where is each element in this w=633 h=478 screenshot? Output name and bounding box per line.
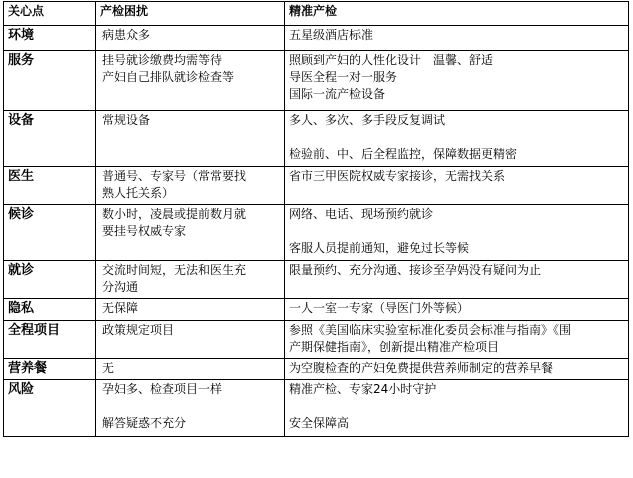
solution-cell	[285, 51, 629, 111]
table-row	[4, 380, 629, 437]
table-row	[4, 26, 629, 51]
cell-line: 普通号、专家号（常常要找	[102, 169, 247, 183]
comparison-table	[3, 1, 629, 437]
cell-line: 政策规定项目	[102, 323, 175, 337]
cell-line: 分沟通	[102, 280, 139, 294]
problem-cell	[96, 51, 285, 111]
row-key: 风险	[4, 380, 96, 437]
row-key: 全程项目	[4, 321, 96, 359]
cell-line: 挂号就诊缴费均需等待	[102, 53, 223, 67]
table-row	[4, 111, 629, 167]
problem-cell	[96, 299, 285, 321]
header-row	[4, 2, 629, 26]
cell-line: 孕妇多、检查项目一样	[102, 382, 223, 396]
cell-line: 数小时，凌晨或提前数月就	[102, 207, 247, 221]
cell-line: 为空腹检查的产妇免费提供营养师制定的营养早餐	[289, 361, 554, 375]
solution-cell	[285, 111, 629, 167]
cell-line: 常规设备	[102, 113, 151, 127]
cell-line: 安全保障高	[289, 416, 350, 430]
cell-line: 产期保健指南》，创新提出精准产检项目	[289, 340, 500, 354]
table-row	[4, 205, 629, 261]
row-key: 医生	[4, 167, 96, 205]
cell-line: 检验前、中、后全程监控，保障数据更精密	[289, 147, 518, 161]
cell-line: 省市三甲医院权威专家接诊，无需找关系	[289, 169, 506, 183]
row-key: 服务	[4, 51, 96, 111]
cell-line: 限量预约、充分沟通、接诊至孕妈没有疑问为止	[289, 263, 542, 277]
problem-cell	[96, 26, 285, 51]
row-key: 隐私	[4, 299, 96, 321]
problem-cell	[96, 261, 285, 299]
row-key: 营养餐	[4, 359, 96, 380]
cell-line: 无保障	[102, 301, 139, 315]
solution-cell	[285, 359, 629, 380]
problem-cell	[96, 167, 285, 205]
cell-line: 国际一流产检设备	[289, 87, 386, 101]
header-concern: 关心点	[4, 2, 96, 26]
header-problems: 产检困扰	[96, 2, 285, 26]
cell-line: 病患众多	[102, 28, 151, 42]
solution-cell	[285, 167, 629, 205]
problem-cell	[96, 359, 285, 380]
solution-cell	[285, 321, 629, 359]
cell-line: 解答疑惑不充分	[102, 416, 187, 430]
header-precise-checkup: 精准产检	[285, 2, 629, 26]
cell-line: 客服人员提前通知，避免过长等候	[289, 241, 470, 255]
cell-line: 网络、电话、现场预约就诊	[289, 207, 434, 221]
problem-cell	[96, 321, 285, 359]
solution-cell	[285, 26, 629, 51]
blank-line	[102, 398, 281, 415]
cell-line: 多人、多次、多手段反复调试	[289, 113, 446, 127]
solution-cell	[285, 380, 629, 437]
cell-line: 一人一室一专家（导医门外等候）	[289, 301, 470, 315]
solution-cell	[285, 299, 629, 321]
solution-cell	[285, 261, 629, 299]
table-row	[4, 321, 629, 359]
row-key: 环境	[4, 26, 96, 51]
table-row	[4, 261, 629, 299]
solution-cell	[285, 205, 629, 261]
cell-line: 精准产检、专家24小时守护	[289, 382, 437, 396]
table-row	[4, 167, 629, 205]
cell-line: 要挂号权威专家	[102, 224, 187, 238]
cell-line: 参照《美国临床实验室标准化委员会标准与指南》《围	[289, 323, 572, 337]
table-body	[4, 26, 629, 437]
cell-line: 产妇自己排队就诊检查等	[102, 70, 235, 84]
blank-line	[289, 129, 625, 146]
cell-line: 导医全程一对一服务	[289, 70, 398, 84]
problem-cell	[96, 205, 285, 261]
cell-line: 熟人托关系）	[102, 186, 175, 200]
cell-line: 照顾到产妇的人性化设计 温馨、舒适	[289, 53, 494, 67]
blank-line	[289, 223, 625, 240]
table-row	[4, 51, 629, 111]
cell-line: 交流时间短，无法和医生充	[102, 263, 247, 277]
row-key: 候诊	[4, 205, 96, 261]
problem-cell	[96, 380, 285, 437]
table-row	[4, 299, 629, 321]
cell-line: 无	[102, 361, 115, 375]
row-key: 设备	[4, 111, 96, 167]
row-key: 就诊	[4, 261, 96, 299]
cell-line: 五星级酒店标准	[289, 28, 374, 42]
blank-line	[289, 398, 625, 415]
table-row	[4, 359, 629, 380]
problem-cell	[96, 111, 285, 167]
